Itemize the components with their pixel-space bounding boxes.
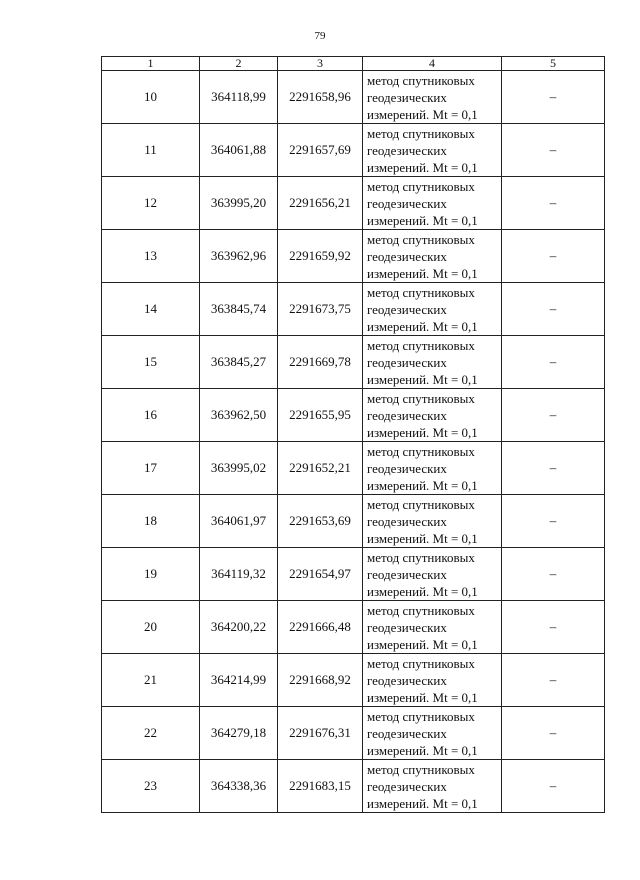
method-line: геодезических <box>367 672 447 688</box>
y-coordinate-cell: 2291673,75 <box>278 283 363 336</box>
x-coordinate-cell: 364338,36 <box>200 760 278 813</box>
method-line: метод спутниковых <box>367 602 475 618</box>
method-line: метод спутниковых <box>367 390 475 406</box>
method-line: измерений. Mt = 0,1 <box>367 477 478 493</box>
method-line: геодезических <box>367 248 447 264</box>
method-line: измерений. Mt = 0,1 <box>367 424 478 440</box>
method-line: измерений. Mt = 0,1 <box>367 742 478 758</box>
y-coordinate-cell: 2291659,92 <box>278 230 363 283</box>
header-col-4: 4 <box>363 57 502 71</box>
table-row <box>102 336 605 389</box>
method-line: геодезических <box>367 301 447 317</box>
y-coordinate-cell: 2291654,97 <box>278 548 363 601</box>
method-cell <box>363 495 502 548</box>
method-cell <box>363 654 502 707</box>
y-coordinate-cell: 2291666,48 <box>278 601 363 654</box>
method-cell <box>363 71 502 124</box>
method-line: измерений. Mt = 0,1 <box>367 636 478 652</box>
method-line: геодезических <box>367 778 447 794</box>
method-line: геодезических <box>367 142 447 158</box>
y-coordinate-cell: 2291656,21 <box>278 177 363 230</box>
note-cell: – <box>502 495 605 548</box>
point-number-cell: 12 <box>102 177 200 230</box>
method-cell <box>363 283 502 336</box>
point-number-cell: 10 <box>102 71 200 124</box>
table-row <box>102 707 605 760</box>
point-number-cell: 19 <box>102 548 200 601</box>
method-line: измерений. Mt = 0,1 <box>367 106 478 122</box>
note-cell: – <box>502 336 605 389</box>
method-cell <box>363 760 502 813</box>
method-cell <box>363 601 502 654</box>
x-coordinate-cell: 364119,32 <box>200 548 278 601</box>
method-cell <box>363 177 502 230</box>
x-coordinate-cell: 363995,02 <box>200 442 278 495</box>
method-line: метод спутниковых <box>367 708 475 724</box>
method-line: метод спутниковых <box>367 761 475 777</box>
y-coordinate-cell: 2291652,21 <box>278 442 363 495</box>
method-cell <box>363 230 502 283</box>
note-cell: – <box>502 124 605 177</box>
header-col-1: 1 <box>102 57 200 71</box>
y-coordinate-cell: 2291657,69 <box>278 124 363 177</box>
page-number: 79 <box>314 30 326 42</box>
method-line: измерений. Mt = 0,1 <box>367 583 478 599</box>
method-line: геодезических <box>367 566 447 582</box>
note-cell: – <box>502 283 605 336</box>
coordinates-table <box>101 56 605 813</box>
note-cell: – <box>502 760 605 813</box>
y-coordinate-cell: 2291655,95 <box>278 389 363 442</box>
note-cell: – <box>502 230 605 283</box>
table-row <box>102 230 605 283</box>
x-coordinate-cell: 363995,20 <box>200 177 278 230</box>
method-line: измерений. Mt = 0,1 <box>367 318 478 334</box>
table-row <box>102 283 605 336</box>
method-line: метод спутниковых <box>367 496 475 512</box>
method-line: геодезических <box>367 354 447 370</box>
x-coordinate-cell: 364214,99 <box>200 654 278 707</box>
method-line: геодезических <box>367 407 447 423</box>
x-coordinate-cell: 364061,97 <box>200 495 278 548</box>
point-number-cell: 13 <box>102 230 200 283</box>
point-number-cell: 20 <box>102 601 200 654</box>
method-line: измерений. Mt = 0,1 <box>367 795 478 811</box>
method-cell <box>363 336 502 389</box>
method-cell <box>363 124 502 177</box>
table-row <box>102 495 605 548</box>
point-number-cell: 15 <box>102 336 200 389</box>
method-line: измерений. Mt = 0,1 <box>367 212 478 228</box>
method-line: метод спутниковых <box>367 284 475 300</box>
point-number-cell: 16 <box>102 389 200 442</box>
table-row <box>102 177 605 230</box>
point-number-cell: 14 <box>102 283 200 336</box>
point-number-cell: 22 <box>102 707 200 760</box>
y-coordinate-cell: 2291669,78 <box>278 336 363 389</box>
header-col-3: 3 <box>278 57 363 71</box>
point-number-cell: 21 <box>102 654 200 707</box>
table-row <box>102 71 605 124</box>
note-cell: – <box>502 177 605 230</box>
note-cell: – <box>502 442 605 495</box>
method-cell <box>363 548 502 601</box>
method-line: метод спутниковых <box>367 72 475 88</box>
y-coordinate-cell: 2291653,69 <box>278 495 363 548</box>
note-cell: – <box>502 548 605 601</box>
method-line: метод спутниковых <box>367 655 475 671</box>
note-cell: – <box>502 71 605 124</box>
method-cell <box>363 389 502 442</box>
method-cell <box>363 442 502 495</box>
point-number-cell: 11 <box>102 124 200 177</box>
point-number-cell: 18 <box>102 495 200 548</box>
note-cell: – <box>502 601 605 654</box>
table-header <box>102 57 605 71</box>
method-line: метод спутниковых <box>367 231 475 247</box>
method-line: геодезических <box>367 619 447 635</box>
method-line: метод спутниковых <box>367 443 475 459</box>
y-coordinate-cell: 2291658,96 <box>278 71 363 124</box>
y-coordinate-cell: 2291683,15 <box>278 760 363 813</box>
method-line: метод спутниковых <box>367 125 475 141</box>
x-coordinate-cell: 364279,18 <box>200 707 278 760</box>
method-line: метод спутниковых <box>367 337 475 353</box>
point-number-cell: 17 <box>102 442 200 495</box>
method-line: геодезических <box>367 725 447 741</box>
header-col-5: 5 <box>502 57 605 71</box>
table-row <box>102 654 605 707</box>
method-line: метод спутниковых <box>367 178 475 194</box>
method-line: геодезических <box>367 195 447 211</box>
table-row <box>102 442 605 495</box>
y-coordinate-cell: 2291676,31 <box>278 707 363 760</box>
table-row <box>102 760 605 813</box>
note-cell: – <box>502 654 605 707</box>
method-cell <box>363 707 502 760</box>
method-line: измерений. Mt = 0,1 <box>367 371 478 387</box>
point-number-cell: 23 <box>102 760 200 813</box>
method-line: измерений. Mt = 0,1 <box>367 530 478 546</box>
table-body <box>102 71 605 813</box>
method-line: геодезических <box>367 460 447 476</box>
table-row <box>102 124 605 177</box>
method-line: геодезических <box>367 513 447 529</box>
note-cell: – <box>502 389 605 442</box>
method-line: измерений. Mt = 0,1 <box>367 689 478 705</box>
method-line: геодезических <box>367 89 447 105</box>
table-row <box>102 389 605 442</box>
note-cell: – <box>502 707 605 760</box>
x-coordinate-cell: 363845,74 <box>200 283 278 336</box>
x-coordinate-cell: 364061,88 <box>200 124 278 177</box>
table-row <box>102 548 605 601</box>
header-row <box>102 57 605 71</box>
header-col-2: 2 <box>200 57 278 71</box>
x-coordinate-cell: 363962,96 <box>200 230 278 283</box>
x-coordinate-cell: 364200,22 <box>200 601 278 654</box>
x-coordinate-cell: 364118,99 <box>200 71 278 124</box>
x-coordinate-cell: 363962,50 <box>200 389 278 442</box>
method-line: измерений. Mt = 0,1 <box>367 265 478 281</box>
method-line: измерений. Mt = 0,1 <box>367 159 478 175</box>
y-coordinate-cell: 2291668,92 <box>278 654 363 707</box>
x-coordinate-cell: 363845,27 <box>200 336 278 389</box>
method-line: метод спутниковых <box>367 549 475 565</box>
table-row <box>102 601 605 654</box>
